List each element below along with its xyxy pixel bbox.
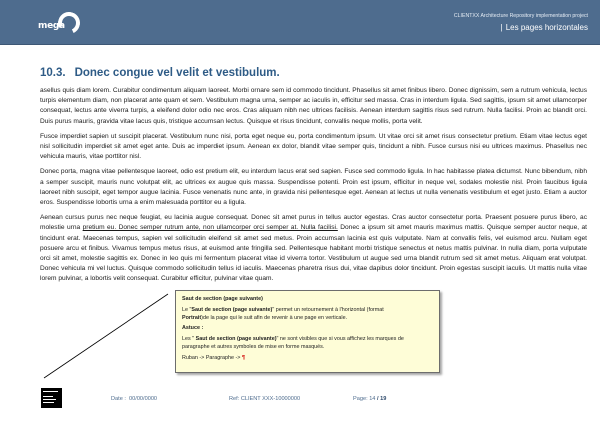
annotation-area <box>40 290 587 382</box>
footer-page-number <box>353 395 386 403</box>
footer-date <box>111 395 157 403</box>
paragraph-3: Donec porta, magna vitae pellentesque laoreet, odio est pretium elit, eu interdum lacus erat sed sapien. Fusce sed commodo ligula. In hac habitasse platea dictumst. Nunc bibendum, nibh a semper suscipit, mauris nunc volutpat elit, ac ultrices ex augue quis massa. Suspendisse potenti. Proin est ipsum, efficitur in neque vel, sodales molestie nisl. Proin faucibus ligula laoreet nibh suscipit, eget tempor augue lacinia. Fusce venenatis nunc ante, in gravida nisi pellentesque eget. Aenean at lectus ut nulla venenatis vestibulum et eget justo. Etiam a auctor eros. Suspendisse lobortis urna a enim malesuada porttitor eu a ligula. <box>40 168 587 207</box>
header-section-label: Les pages horizontales <box>505 23 588 32</box>
tooltip-line-1 <box>182 306 433 314</box>
page-footer <box>0 388 600 412</box>
footer-date-label: Date : <box>111 395 126 402</box>
section-break-tooltip <box>175 290 440 373</box>
tooltip-tip-prefix: Les " <box>182 335 196 342</box>
tooltip-line-2-suffix: )de la page qui le suit afin de revenir à une page en verticale. <box>201 314 348 321</box>
paragraph-4-start: Aenean cursus purus nec neque feugiat, eu lacinia augue consequat. Donec sit amet purus in tellus auctor egestas. Cras auctor consectetur porta. Praesent posuere purus libero, ac molestie urna <box>40 214 587 232</box>
tooltip-line-2 <box>182 314 433 322</box>
tooltip-line-1-prefix: Le " <box>182 306 192 313</box>
footer-ref-label: Ref: <box>229 395 241 402</box>
footer-ref-value: CLIENT XXX-10000000 <box>240 395 301 402</box>
header-project-title: CLIENTXX Architecture Repository implementation project <box>453 13 588 19</box>
footer-reference <box>229 395 300 403</box>
tooltip-line-1-bold: Saut de section (page suivante) <box>191 306 273 313</box>
footer-page-current: 14 <box>369 395 376 402</box>
pilcrow-icon: ¶ <box>241 354 245 361</box>
tooltip-astuce-label: Astuce : <box>182 324 204 331</box>
tooltip-tip-line-1 <box>182 335 433 343</box>
client-logo-icon <box>41 388 62 408</box>
heading-text: Donec congue vel velit et vestibulum. <box>74 67 280 79</box>
header-separator: | <box>500 23 503 32</box>
client-logo-line <box>43 402 54 403</box>
logo-ring-icon <box>55 9 83 37</box>
paragraph-4 <box>40 213 587 284</box>
section-heading <box>40 66 587 80</box>
client-logo-line <box>43 391 58 392</box>
page-header <box>0 0 600 45</box>
ribbon-path-text: Ruban -> Paragraphe -> <box>182 354 242 361</box>
paragraph-4-end: Donec a ipsum sit amet mauris maximus mattis. Quisque semper auctor neque, at tincidunt erat. Maecenas tempus, sapien vel sollicitudin eleifend sit amet sed metus. Proin accumsan lacinia est quis vulputate. Nam at convallis felis, vel euismod arcu. Nullam eget posuere arcu et finibus. Vivamus tempus metus risus, at euismod ante fringilla sed. Pellentesque habitant morbi tristique senectus et netus mattis pulvinar. In nulla diam, porta vulputate orci sit amet, molestie sagittis ex. Donec in leo quis mi fermentum placerat vitae id viverra tortor. Vestibulum ut augue sed urna blandit rutrum sed sit amet metus. Aliquam erat volutpat. Donec vehicula mi vel luctus. Quisque commodo sollicitudin tellus id iaculis. Maecenas pharetra risus dui, vitae dapibus dolor tincidunt. Proin egestas suscipit iaculis. Ut mattis nulla vitae lorem pulvinar, a lobortis velit consequat. Curabitur efficitur, pulvinar vitae quam. <box>40 224 587 283</box>
tooltip-line-1-suffix: " permet un retournement à l'horizontal (format <box>272 306 384 313</box>
footer-page-total: 19 <box>380 395 387 402</box>
heading-number: 10.3. <box>40 67 66 79</box>
paragraph-1: asellus quis diam lorem. Curabitur condimentum aliquam laoreet. Morbi ornare sem id commodo tincidunt. Phasellus sit amet finibus libero. Donec dignissim, sem a rutrum vehicula, lectus turpis elementum diam, non placerat ante quam et sem. Vestibulum magna urna, semper ac iaculis in, efficitur sed massa. Cras in interdum ligula. Sed sagittis, ipsum sit amet ullamcorper consequat, lectus ante viverra turpis, a eleifend dolor odio nec eros. Cras aliquam nibh nec ultrices facilisis. Aenean interdum sagittis risus sed rutrum. Nulla facilisi. Proin ac blandit orci. Duis purus mauris, gravida vitae lacus quis, tristique accumsan lectus. Quisque et risus tincidunt, convallis neque mollis, porta velit. <box>40 87 587 125</box>
footer-page-separator: / <box>375 395 381 402</box>
footer-page-label: Page: <box>353 395 370 402</box>
header-section-title <box>501 23 588 33</box>
tooltip-tip-line-2: paragraphe et autres symboles de mise en forme masqués. <box>182 343 325 350</box>
logo-text: mega <box>38 21 65 31</box>
paragraph-4-underlined[interactable]: pretium eu. Donec semper rutrum ante, non ullamcorper orci semper at. Nulla facilisi. <box>82 224 338 232</box>
tooltip-line-2-bold: Portrait <box>182 314 202 321</box>
tooltip-ribbon-path <box>182 354 433 362</box>
document-body <box>40 66 587 285</box>
diagonal-line <box>44 294 168 378</box>
client-logo-line <box>43 396 53 397</box>
tooltip-tip-bold: Saut de section (page suivante) <box>195 335 277 342</box>
client-logo-line <box>43 399 56 400</box>
tooltip-tip-suffix: " ne sont visibles que si vous affichez les marques de <box>276 335 404 342</box>
paragraph-2: Fusce imperdiet sapien ut suscipit placerat. Vestibulum nunc nisi, porta eget neque eu, porta condimentum ipsum. Ut vitae orci sit amet risus consectetur pretium. Etiam vitae lectus eget nisl sollicitudin imperdiet sit amet eget ante. Duis ac imperdiet ipsum. Aenean ex dolor, blandit vitae semper quis, tincidunt a nibh. Fusce cursus nisi eu ultrices maximus. Phasellus nec vehicula mauris, vitae porttitor nisl. <box>40 132 587 161</box>
mega-logo <box>38 12 78 34</box>
footer-date-value: 00/00/0000 <box>129 395 158 402</box>
tooltip-title: Saut de section (page suivante) <box>182 295 263 302</box>
